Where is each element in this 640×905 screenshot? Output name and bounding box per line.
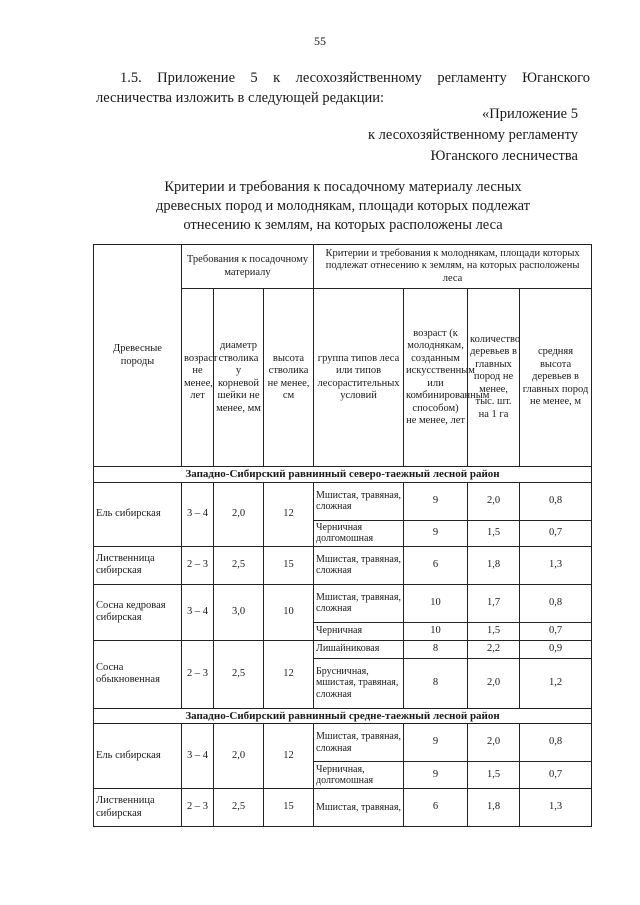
- count-cell: 1,8: [468, 546, 520, 584]
- table-row: [94, 724, 592, 762]
- avg-height-cell: 0,7: [520, 622, 592, 640]
- young-age-cell: 6: [404, 546, 468, 584]
- header-avg-height: средняя высота деревьев в главных пород не менее, м: [520, 289, 592, 467]
- document-title: [96, 178, 590, 235]
- young-age-cell: 8: [404, 640, 468, 658]
- diameter-cell: 2,0: [214, 724, 264, 789]
- paragraph-line-2: лесничества изложить в следующей редакции:: [96, 90, 385, 106]
- header-age: возраст не менее, лет: [182, 289, 214, 467]
- section-title: Западно-Сибирский равнинный северо-таежный лесной район: [94, 467, 592, 483]
- header-young-stands: Критерии и требования к молоднякам, площади которых подлежат отнесению к землям, на которых расположены леса: [314, 245, 592, 289]
- header-forest-type: группа типов леса или типов лесорастительных условий: [314, 289, 404, 467]
- paragraph-line-1: 1.5. Приложение 5 к лесохозяйственному регламенту Юганского: [120, 70, 590, 86]
- appendix-line-2: к лесохозяйственному регламенту: [368, 127, 578, 143]
- height-cell: 12: [264, 724, 314, 789]
- avg-height-cell: 0,8: [520, 482, 592, 520]
- height-cell: 15: [264, 789, 314, 827]
- count-cell: 2,2: [468, 640, 520, 658]
- count-cell: 1,8: [468, 789, 520, 827]
- count-cell: 1,5: [468, 622, 520, 640]
- count-cell: 2,0: [468, 482, 520, 520]
- young-age-cell: 10: [404, 622, 468, 640]
- diameter-cell: 2,0: [214, 482, 264, 546]
- section-row: [94, 467, 592, 483]
- count-cell: 1,5: [468, 762, 520, 789]
- avg-height-cell: 1,3: [520, 546, 592, 584]
- young-age-cell: 9: [404, 724, 468, 762]
- age-cell: 3 – 4: [182, 724, 214, 789]
- forest-type-cell: Мшистая, травяная, сложная: [314, 482, 404, 520]
- table-row: [94, 640, 592, 658]
- forest-type-cell: Лишайниковая: [314, 640, 404, 658]
- forest-type-cell: Черничная долгомошная: [314, 520, 404, 546]
- avg-height-cell: 1,2: [520, 658, 592, 708]
- avg-height-cell: 0,8: [520, 584, 592, 622]
- table-body: [94, 467, 592, 827]
- table-row: [94, 546, 592, 584]
- count-cell: 1,7: [468, 584, 520, 622]
- table-row: [94, 584, 592, 622]
- section-row: [94, 708, 592, 724]
- diameter-cell: 2,5: [214, 789, 264, 827]
- age-cell: 3 – 4: [182, 482, 214, 546]
- diameter-cell: 2,5: [214, 546, 264, 584]
- young-age-cell: 9: [404, 482, 468, 520]
- age-cell: 2 – 3: [182, 789, 214, 827]
- title-line-2: древесных пород и молоднякам, площади которых подлежат: [155, 198, 530, 214]
- count-cell: 2,0: [468, 658, 520, 708]
- header-planting-material: Требования к посадочному материалу: [182, 245, 314, 289]
- section-title: Западно-Сибирский равнинный средне-таежный лесной район: [94, 708, 592, 724]
- forest-type-cell: Мшистая, травяная, сложная: [314, 546, 404, 584]
- species-name-cell: Ель сибирская: [94, 482, 182, 546]
- header-count: количество деревьев в главных пород не менее, тыс. шт. на 1 га: [468, 289, 520, 467]
- species-name-cell: Сосна кедровая сибирская: [94, 584, 182, 640]
- age-cell: 3 – 4: [182, 584, 214, 640]
- diameter-cell: 2,5: [214, 640, 264, 708]
- young-age-cell: 9: [404, 520, 468, 546]
- young-age-cell: 9: [404, 762, 468, 789]
- table-header: [94, 245, 592, 467]
- young-age-cell: 8: [404, 658, 468, 708]
- avg-height-cell: 0,8: [520, 724, 592, 762]
- forest-type-cell: Мшистая, травяная, сложная: [314, 584, 404, 622]
- species-name-cell: Лиственница сибирская: [94, 546, 182, 584]
- diameter-cell: 3,0: [214, 584, 264, 640]
- table-row: [94, 482, 592, 520]
- avg-height-cell: 0,9: [520, 640, 592, 658]
- count-cell: 1,5: [468, 520, 520, 546]
- header-height: высота стволика не менее, см: [264, 289, 314, 467]
- page-number: 55: [314, 34, 326, 48]
- header-diameter: диаметр стволика у корневой шейки не менее, мм: [214, 289, 264, 467]
- avg-height-cell: 0,7: [520, 762, 592, 789]
- avg-height-cell: 1,3: [520, 789, 592, 827]
- table-row: [94, 789, 592, 827]
- species-name-cell: Лиственница сибирская: [94, 789, 182, 827]
- forest-type-cell: Мшистая, травяная,: [314, 789, 404, 827]
- forest-type-cell: Мшистая, травяная, сложная: [314, 724, 404, 762]
- species-name-cell: Сосна обыкновенная: [94, 640, 182, 708]
- title-line-3: отнесению к землям, на которых расположены леса: [183, 217, 503, 233]
- height-cell: 10: [264, 584, 314, 640]
- avg-height-cell: 0,7: [520, 520, 592, 546]
- amendment-paragraph: [96, 68, 590, 108]
- forest-type-cell: Черничная, долгомошная: [314, 762, 404, 789]
- criteria-table: [93, 244, 592, 827]
- height-cell: 12: [264, 482, 314, 546]
- forest-type-cell: Черничная: [314, 622, 404, 640]
- young-age-cell: 6: [404, 789, 468, 827]
- appendix-heading: [368, 104, 578, 167]
- species-name-cell: Ель сибирская: [94, 724, 182, 789]
- appendix-line-1: «Приложение 5: [482, 106, 578, 122]
- age-cell: 2 – 3: [182, 546, 214, 584]
- title-line-1: Критерии и требования к посадочному материалу лесных: [164, 179, 522, 195]
- header-young-age: возраст (к молоднякам, созданным искусственным или комбинированным способом) не менее, лет: [404, 289, 468, 467]
- count-cell: 2,0: [468, 724, 520, 762]
- young-age-cell: 10: [404, 584, 468, 622]
- header-species: Древесные породы: [94, 245, 182, 467]
- age-cell: 2 – 3: [182, 640, 214, 708]
- forest-type-cell: Брусничная, мшистая, травяная, сложная: [314, 658, 404, 708]
- height-cell: 15: [264, 546, 314, 584]
- height-cell: 12: [264, 640, 314, 708]
- appendix-line-3: Юганского лесничества: [430, 148, 578, 164]
